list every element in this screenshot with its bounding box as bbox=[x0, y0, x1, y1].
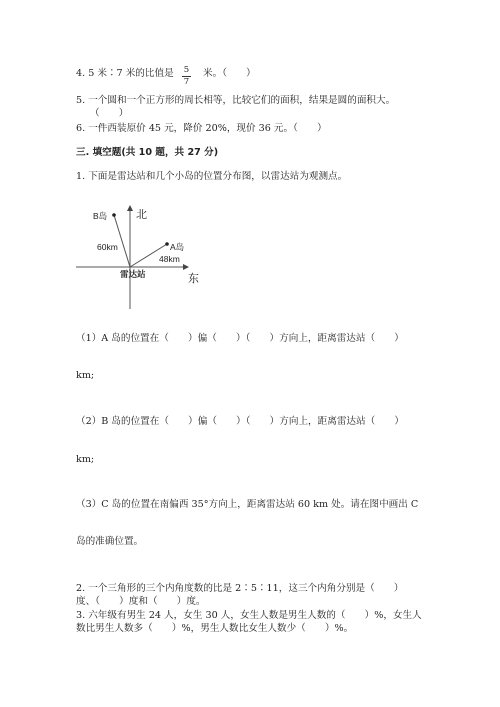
a-island-label: A岛 bbox=[170, 242, 185, 252]
p1-sub1-unit: km; bbox=[76, 370, 95, 381]
fraction-numerator: 5 bbox=[183, 65, 190, 75]
b-island-label: B岛 bbox=[93, 211, 108, 221]
p1-intro: 1. 下面是雷达站和几个小岛的位置分布图，以雷达站为观测点。 bbox=[76, 171, 348, 182]
q4-prefix: 4. 5 米∶7 米的比值是 bbox=[76, 68, 174, 79]
section-title: 三. 填空题(共 10 题，共 27 分) bbox=[76, 147, 219, 158]
radar-diagram bbox=[76, 200, 216, 310]
p3-line2: 数比男生人数多（ ）%，男生人数比女生人数少（ ）%。 bbox=[76, 623, 354, 634]
a-distance-label: 48km bbox=[159, 254, 180, 264]
p2-line1: 2. 一个三角形的三个内角度数的比是 2∶5∶11，这三个内角分别是（ ） bbox=[76, 583, 404, 594]
q6-line: 6. 一件西装原价 45 元，降价 20%，现价 36 元。（ ） bbox=[76, 123, 327, 134]
q4-line bbox=[76, 67, 174, 80]
p1-sub1: （1）A 岛的位置在（ ）偏（ ）（ ）方向上，距离雷达站（ ） bbox=[76, 333, 404, 344]
a-island-point bbox=[165, 242, 169, 246]
fraction-denominator: 7 bbox=[183, 77, 190, 87]
p1-sub2: （2）B 岛的位置在（ ）偏（ ）（ ）方向上，距离雷达站（ ） bbox=[76, 416, 404, 427]
east-label: 东 bbox=[188, 272, 199, 285]
fraction bbox=[182, 66, 191, 87]
p1-sub3-line1: （3）C 岛的位置在南偏西 35°方向上，距离雷达站 60 km 处。请在图中画出 C bbox=[76, 499, 419, 510]
station-label: 雷达站 bbox=[120, 269, 146, 279]
p1-sub3-line2: 岛的准确位置。 bbox=[76, 536, 144, 547]
q4-suffix: 米。（ ） bbox=[203, 68, 256, 79]
q5-line1: 5. 一个圆和一个正方形的周长相等，比较它们的面积，结果是圆的面积大。 bbox=[76, 95, 396, 106]
p2-line2: 度、（ ）度和（ ）度。 bbox=[76, 596, 206, 607]
b-distance-label: 60km bbox=[97, 242, 118, 252]
p1-sub2-unit: km; bbox=[76, 454, 95, 465]
q5-line2: （ ） bbox=[90, 108, 129, 119]
north-label: 北 bbox=[136, 208, 147, 221]
b-island-point bbox=[112, 213, 116, 217]
ray-to-b bbox=[114, 215, 130, 267]
p3-line1: 3. 六年级有男生 24 人，女生 30 人，女生人数是男生人数的（ ）%，女生人 bbox=[76, 610, 422, 621]
